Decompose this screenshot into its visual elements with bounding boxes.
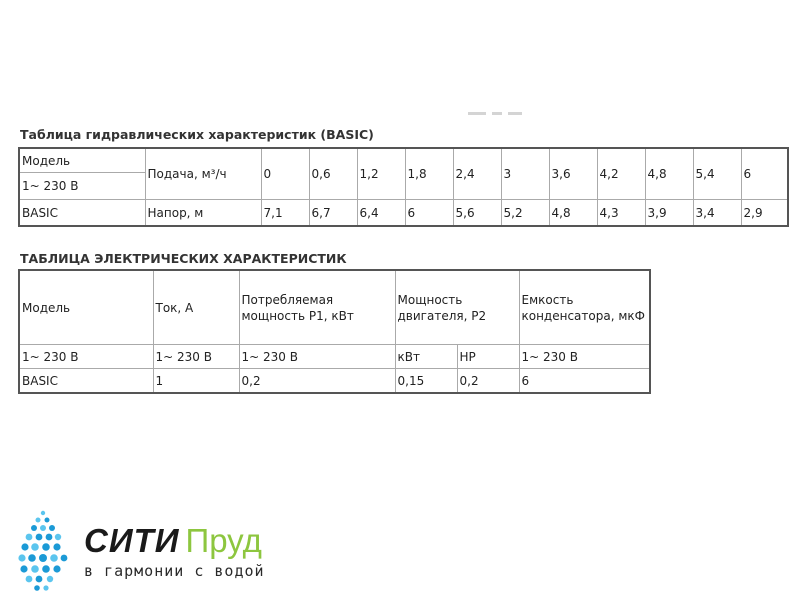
header-model: Модель [19, 270, 153, 345]
head-value-cell: 7,1 [261, 200, 309, 227]
flow-value-cell: 3,6 [549, 148, 597, 200]
flow-value-cell: 3 [501, 148, 549, 200]
flow-value-cell: 4,8 [645, 148, 693, 200]
head-value-cell: 5,6 [453, 200, 501, 227]
header-current: Ток, А [153, 270, 239, 345]
table-row [19, 200, 788, 227]
units-cell: 1~ 230 В [239, 345, 395, 369]
data-cell: 0,2 [239, 369, 395, 394]
data-cell: 1 [153, 369, 239, 394]
flow-value-cell: 4,2 [597, 148, 645, 200]
model-label-cell: Модель [19, 148, 145, 173]
head-label-cell: Напор, м [145, 200, 261, 227]
flow-value-cell: 2,4 [453, 148, 501, 200]
brand-name-green: Пруд [185, 522, 262, 559]
electric-table-title: ТАБЛИЦА ЭЛЕКТРИЧЕСКИХ ХАРАКТЕРИСТИК [20, 251, 347, 266]
head-value-cell: 5,2 [501, 200, 549, 227]
table-header-row [19, 270, 650, 345]
brand-name [84, 522, 262, 560]
flow-value-cell: 1,2 [357, 148, 405, 200]
electrical-characteristics-table [18, 269, 651, 394]
faint-cropped-mark [468, 112, 522, 118]
table-row [19, 345, 650, 369]
model-name-cell: BASIC [19, 200, 145, 227]
header-motor-power: Мощность двигателя, Р2 [395, 270, 519, 345]
head-value-cell: 6,4 [357, 200, 405, 227]
head-value-cell: 3,4 [693, 200, 741, 227]
logo-tagline: в гармонии с водой [84, 562, 265, 580]
table-row [19, 369, 650, 394]
flow-value-cell: 0 [261, 148, 309, 200]
hydraulic-characteristics-table [18, 147, 789, 227]
flow-value-cell: 6 [741, 148, 788, 200]
header-power-consumed: Потребляемая мощность Р1, кВт [239, 270, 395, 345]
data-cell: 0,2 [457, 369, 519, 394]
flow-value-cell: 5,4 [693, 148, 741, 200]
flow-label-cell: Подача, м³/ч [145, 148, 261, 200]
units-cell: 1~ 230 В [153, 345, 239, 369]
head-value-cell: 2,9 [741, 200, 788, 227]
brand-name-dark: СИТИ [84, 522, 180, 559]
flow-value-cell: 1,8 [405, 148, 453, 200]
head-value-cell: 3,9 [645, 200, 693, 227]
header-capacitor: Емкость конденсатора, мкФ [519, 270, 650, 345]
units-cell: 1~ 230 В [19, 345, 153, 369]
data-cell: 6 [519, 369, 650, 394]
head-value-cell: 6,7 [309, 200, 357, 227]
company-logo [10, 506, 290, 596]
units-cell: HP [457, 345, 519, 369]
data-cell: 0,15 [395, 369, 457, 394]
hydraulic-table-title: Таблица гидравлических характеристик (BASIC) [20, 127, 374, 142]
flow-value-cell: 0,6 [309, 148, 357, 200]
head-value-cell: 4,8 [549, 200, 597, 227]
units-cell: кВт [395, 345, 457, 369]
units-cell: 1~ 230 В [519, 345, 650, 369]
table-row [19, 148, 788, 173]
head-value-cell: 6 [405, 200, 453, 227]
head-value-cell: 4,3 [597, 200, 645, 227]
voltage-cell: 1~ 230 В [19, 173, 145, 200]
data-cell: BASIC [19, 369, 153, 394]
water-drop-dots-icon [10, 506, 76, 596]
